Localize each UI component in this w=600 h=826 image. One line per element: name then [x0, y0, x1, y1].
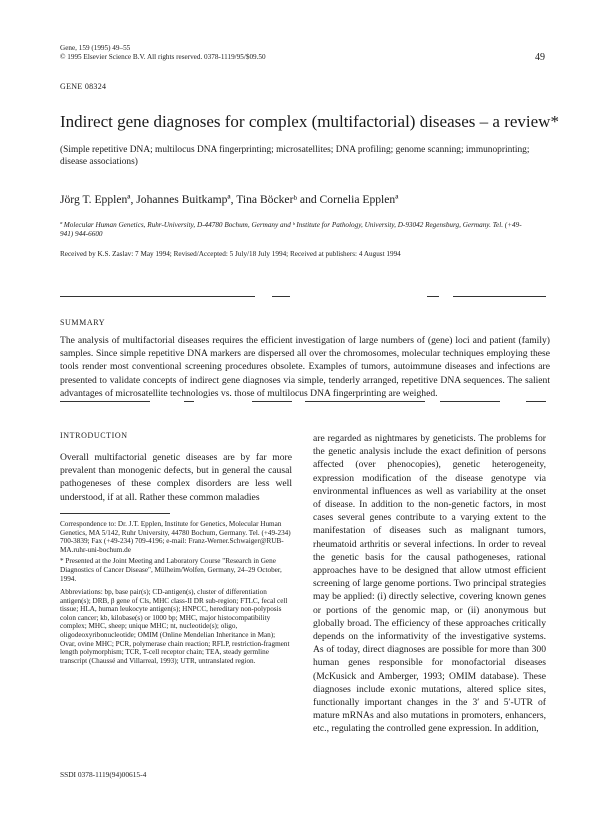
footnotes [60, 520, 292, 586]
keywords: (Simple repetitive DNA; multilocus DNA fingerprinting; microsatellites; DNA profiling; genome scanning; immunoprinting; disease associations) [60, 145, 530, 167]
divider-segment [60, 296, 255, 297]
correspondence-note: Correspondence to: Dr. J.T. Epplen, Institute for Genetics, Molecular Human Genetics, MA 5/142, Ruhr University, 44780 Bochum, Germany. Tel. (+49-234) 700-3839; Fax (+49-234) 709-4196; e-mail: Franz-Werner.Schwaiger@RUB-MA.ruhr-uni-bochum.de [60, 520, 291, 554]
divider-segment [427, 296, 439, 297]
divider-segment [305, 401, 425, 402]
author-list: Jörg T. Epplenª, Johannes Buitkampª, Tina Böckerᵇ and Cornelia Epplenª [60, 193, 399, 206]
journal-reference [60, 44, 360, 61]
divider-segment [184, 401, 194, 402]
received-dates: Received by K.S. Zaslav: 7 May 1994; Revised/Accepted: 5 July/18 July 1994; Received at publishers: 4 August 1994 [60, 250, 401, 258]
footnote-rule [60, 513, 170, 514]
affiliation: ª Molecular Human Genetics, Ruhr-University, D-44780 Bochum, Germany and ᵇ Institute for Pathology, University, D-93042 Regensburg, Germany. Tel. (+49-941) 944-6600 [60, 221, 522, 238]
introduction-heading: INTRODUCTION [60, 431, 128, 440]
page-number: 49 [535, 52, 545, 63]
journal-ref-line-2: © 1995 Elsevier Science B.V. All rights reserved. 0378-1119/95/$09.50 [60, 52, 266, 61]
article-title: Indirect gene diagnoses for complex (multifactorial) diseases – a review* [60, 112, 559, 131]
divider-segment [272, 296, 290, 297]
gene-code: GENE 08324 [60, 82, 107, 91]
introduction-right-column: are regarded as nightmares by geneticists. The problems for the genetic analysis include the exact definition of persons affected (over phenocopies), genetic heterogeneity, expression modification of the disease genotype via environmental influences as well as variability at the onset of disease. In addition to the non-genetic factors, in most cases several genes contribute to a varying extent to the manifestation of diseases such as malignant tumors, rheumatoid arthritis or several infections. In order to reveal the genetic basis for the causal pathogeneses, rational approaches have to be designed that allow utmost efficient screening of large genome portions. Two principal strategies may be applied: (i) directly selective, covering known genes or portions of the genomic map, or (ii) anonymous but globally broad. The efficiency of these approaches critically depends on the informativity of the investigative systems. As of today, direct diagnoses are possible for more than 300 human genes responsible for monofactorial diseases (McKusick and Amberger, 1993; OMIM database). These diagnoses include exonic mutations, altered splice sites, functionally important changes in the 3′ and 5′-UTR of mature mRNAs and also mutations in promoters, enhancers, etc., regulating the controlled gene expression. In addition, [313, 433, 546, 735]
summary-text: The analysis of multifactorial diseases requires the efficient investigation of large numbers of (gene) loci and patient (family) samples. Since simple repetitive DNA markers are dispersed all over the chromosomes, molecular techniques employing these tools render most conventional screening procedures obsolete. Examples of tumors, autoimmune diseases and infections are presented to validate concepts of indirect gene diagnoses via simple, tenderly arranged, repetitive DNA sequences. The salient advantages of microsatellite technologies vs. those of multilocus DNA fingerprinting are weighed. [60, 335, 550, 399]
abbreviations-note: Abbreviations: bp, base pair(s); CD-antigen(s), cluster of differentiation antigen(s); DRB, β gene of Cls, MHC class-II DR sub-region; FTLC, fecal cell tissue; HLA, human leukocyte antigen(s); HNPCC, hereditary non-polyposis colon cancer; kb, kilobase(s) or 1000 bp; MHC, major histocompatibility complex; MHC, sheep; unique MHC; nt, nucleotide(s); oligo, oligodeoxyribonucleotide; OMIM (Online Mendelian Inheritance in Man); Ovar, ovine MHC; PCR, polymerase chain reaction; RFLP, restriction-fragment length polymorphism; TCR, T-cell receptor chain; TEA, steady germline transcript (Chaussé and Villarreal, 1993); UTR, untranslated region. [60, 588, 290, 665]
divider-segment [453, 296, 546, 297]
presentation-note: * Presented at the Joint Meeting and Laboratory Course "Research in Gene Diagnostics of Cancer Disease", Mülheim/Wolfen, Germany, 24–29 October, 1994. [60, 557, 282, 583]
journal-ref-line-1: Gene, 159 (1995) 49–55 [60, 44, 131, 52]
introduction-left-column: Overall multifactorial genetic diseases are by far more prevalent than monogenic defects, but in general the causal pathogeneses of these complex disorders are less well understood, if at all. Rather these common maladies [60, 452, 292, 503]
divider-segment [526, 401, 546, 402]
divider-segment [60, 401, 150, 402]
divider-segment [252, 401, 292, 402]
summary-heading: SUMMARY [60, 318, 106, 327]
issn-code: SSDI 0378-1119(94)00615-4 [60, 770, 147, 779]
divider-segment [440, 401, 500, 402]
